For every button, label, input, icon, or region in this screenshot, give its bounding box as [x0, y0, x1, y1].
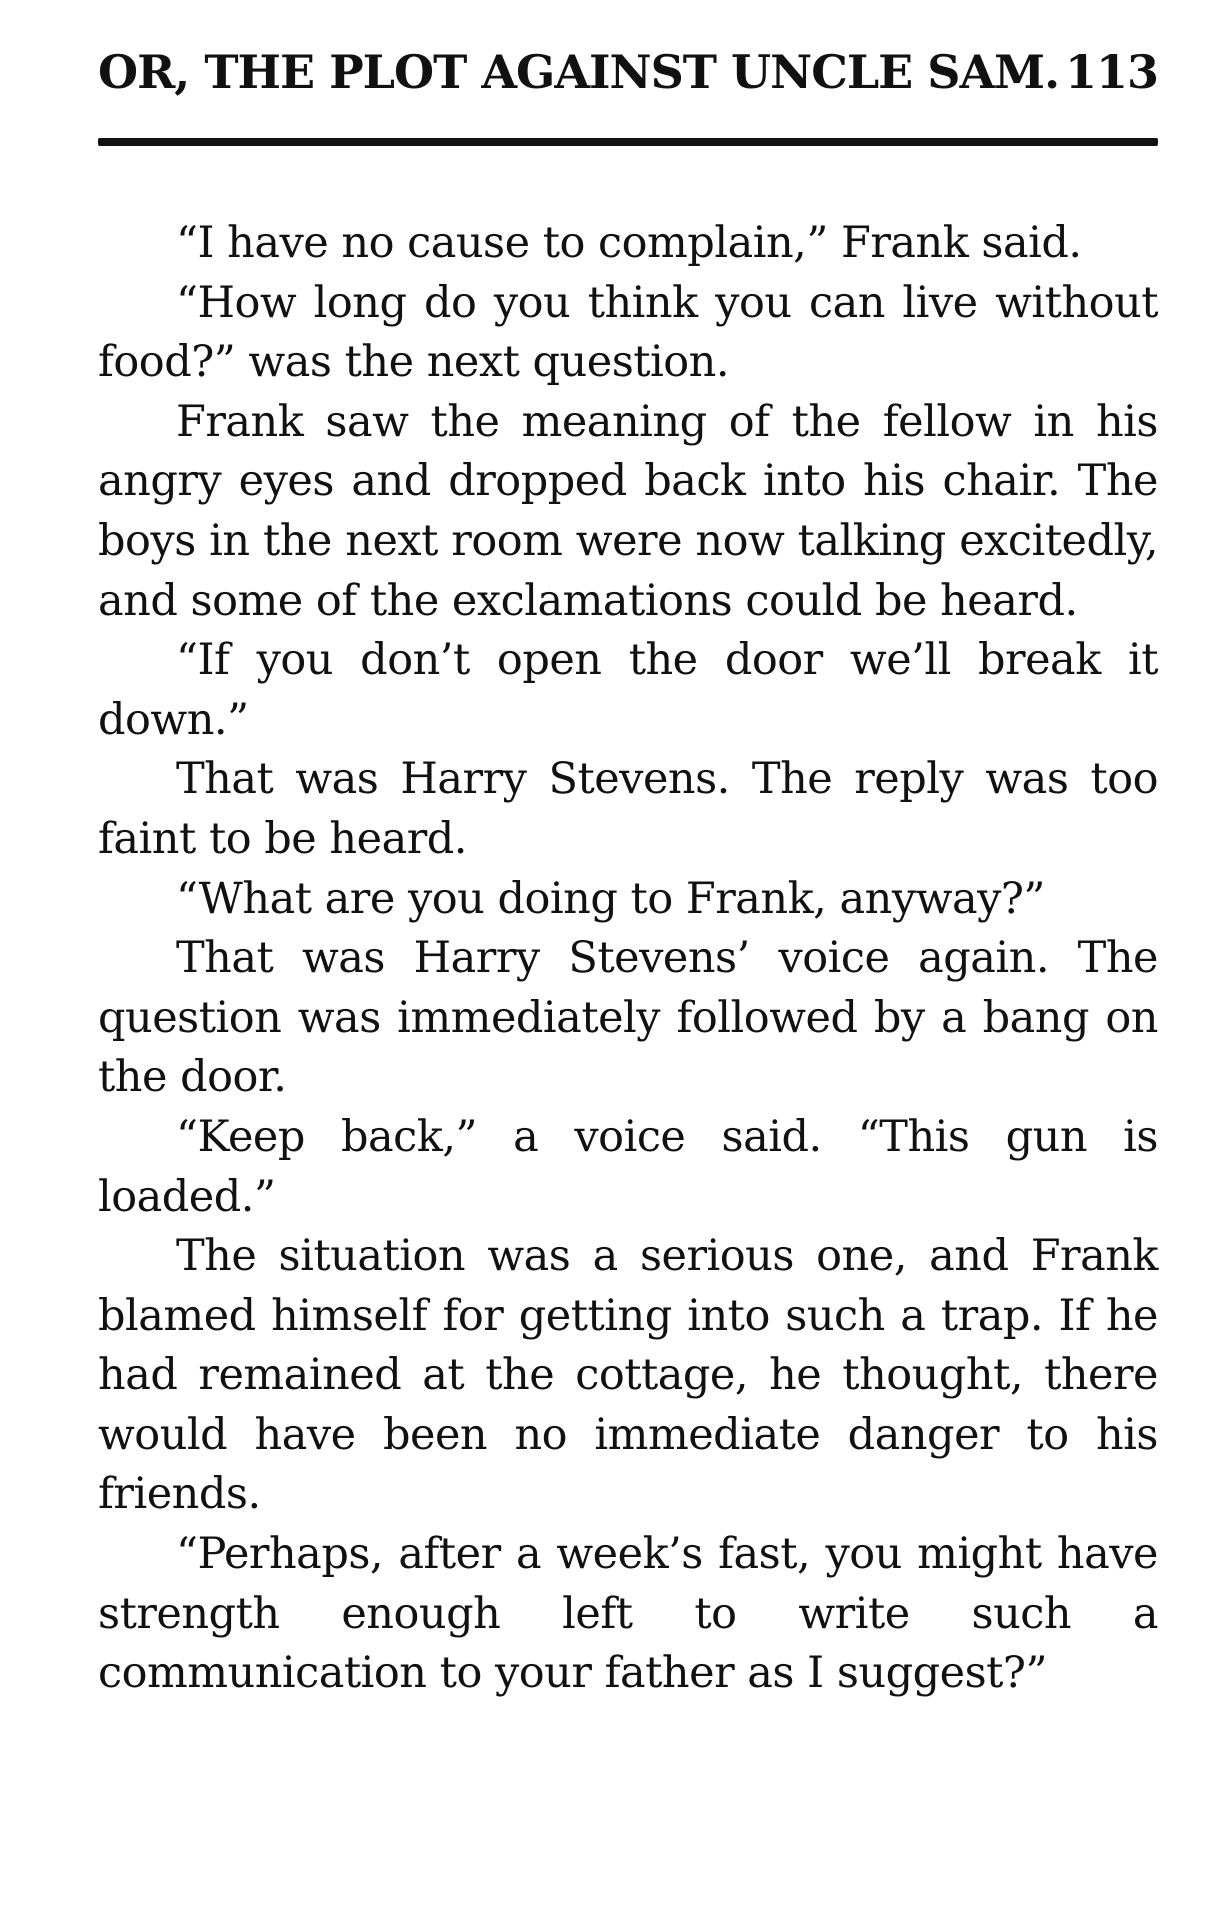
paragraph: “How long do you think you can live without food?” was the next question.: [98, 277, 1158, 388]
running-head: [98, 40, 1158, 104]
header-rule: [98, 138, 1158, 146]
paragraph: “If you don’t open the door we’ll break it down.”: [98, 635, 1158, 745]
body-text: [98, 214, 1158, 1704]
paragraph: That was Harry Stevens. The reply was too faint to be heard.: [98, 754, 1158, 864]
paragraph: “I have no cause to complain,” Frank said.: [176, 218, 1082, 268]
paragraph: Frank saw the meaning of the fellow in his angry eyes and dropped back into his chair. The boys in the next room were now talking excitedly, and some of the exclamations could be heard.: [98, 396, 1158, 626]
paragraph: “Keep back,” a voice said. “This gun is loaded.”: [98, 1111, 1158, 1222]
page-number: 113: [1064, 45, 1158, 99]
paragraph: The situation was a serious one, and Frank blamed himself for getting into such a trap. If he had remained at the cottage, he thought, there would have been no immediate danger to his friends.: [98, 1231, 1158, 1520]
running-title: OR, THE PLOT AGAINST UNCLE SAM.: [98, 45, 1060, 99]
paragraph: That was Harry Stevens’ voice again. The question was immediately followed by a bang on the door.: [98, 933, 1158, 1103]
paragraph: “Perhaps, after a week’s fast, you might have strength enough left to write such a communication to your father as I suggest?”: [98, 1529, 1158, 1699]
book-page: [98, 40, 1158, 1704]
paragraph: “What are you doing to Frank, anyway?”: [176, 873, 1045, 924]
